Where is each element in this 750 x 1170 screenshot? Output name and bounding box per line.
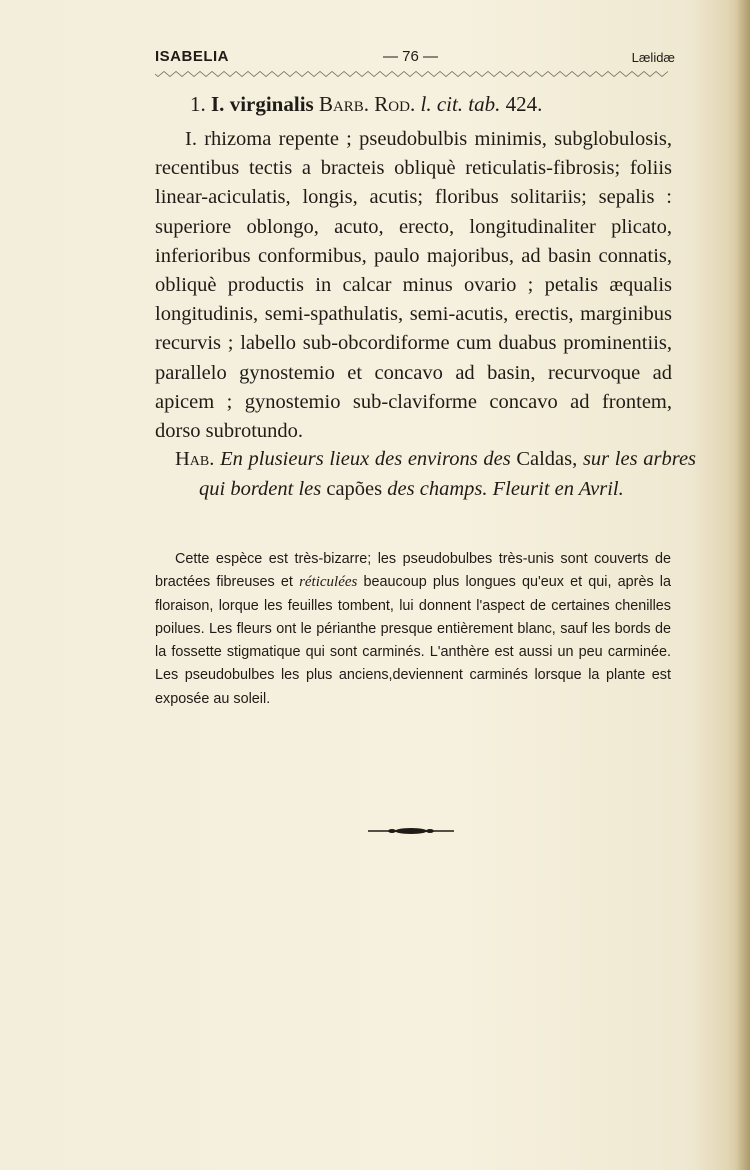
page-number: — 76 — [383,48,439,65]
note-text-1: Cette espèce est très-bizarre; les pseudobulbes très-unis sont couverts de bractées fibreuses et [155,551,671,591]
latin-description: I. rhizoma repente ; pseudobulbis minimis, subglobulosis, recentibus tectis a bracteis obliquè reticulatis-fibrosis; foliis linear-aciculatis, longis, acutis; floribus solitariis; sepalis : superiore oblongo, acuto, erecto, longitudinaliter plicato, inferioribus conformibus, paulo majoribus, ad basin connatis, obliquè productis in calcar minus ovario ; petalis æqualis longitudinis, semi-spathulatis, semi-acutis, erectis, marginibus recurvis ; labello sub-obcordiforme cum duabus prominentiis, parallelo gynostemio et concavo ad basin, recurvoque ad apicem ; gynostemio sub-claviforme concavo ad frontem, dorso subrotundo. [155,128,672,443]
french-note [155,548,671,711]
genus-abbrev: I. [211,92,225,116]
note-text-2: beaucoup plus longues qu'eux et qui, après la floraison, lorque les feuilles tombent, lui donnent l'aspect de certaines chenilles poilues. Les fleurs ont le périanthe presque entièrement blanc, sauf les bords de la fossette stigmatique qui sont carminés. L'anthère est aussi un peu carminée. Les pseudobulbes les plus anciens,deviennent carminés lorsque la plante est exposée au soleil. [155,574,671,707]
end-ornament [368,826,454,836]
species-epithet: virginalis [229,92,314,116]
species-heading [190,92,542,117]
entry-number: 1. [190,92,206,116]
habitat-label: Hab. [175,448,215,470]
plate-number: 424. [505,92,543,116]
family-name: Lælidæ [631,50,675,65]
habitat-word: capões [326,477,383,500]
author-citation: Barb. Rod. [318,92,416,116]
page-edge-shadow [736,0,750,1170]
habitat-place: Caldas, [516,448,578,470]
note-emphasis: réticulées [299,574,358,591]
running-title: ISABELIA [155,48,230,65]
habitat-text-1: En plusieurs lieux des environs des [220,448,511,470]
decorative-wave-rule [155,70,670,78]
habitat-text-2: sur les arbres qui bordent les [199,448,697,500]
page-header [155,48,675,70]
habitat-text-3: des champs. Fleurit en Avril. [387,477,624,500]
reference-citation: l. cit. tab. [420,92,501,116]
habitat-paragraph [175,445,696,504]
